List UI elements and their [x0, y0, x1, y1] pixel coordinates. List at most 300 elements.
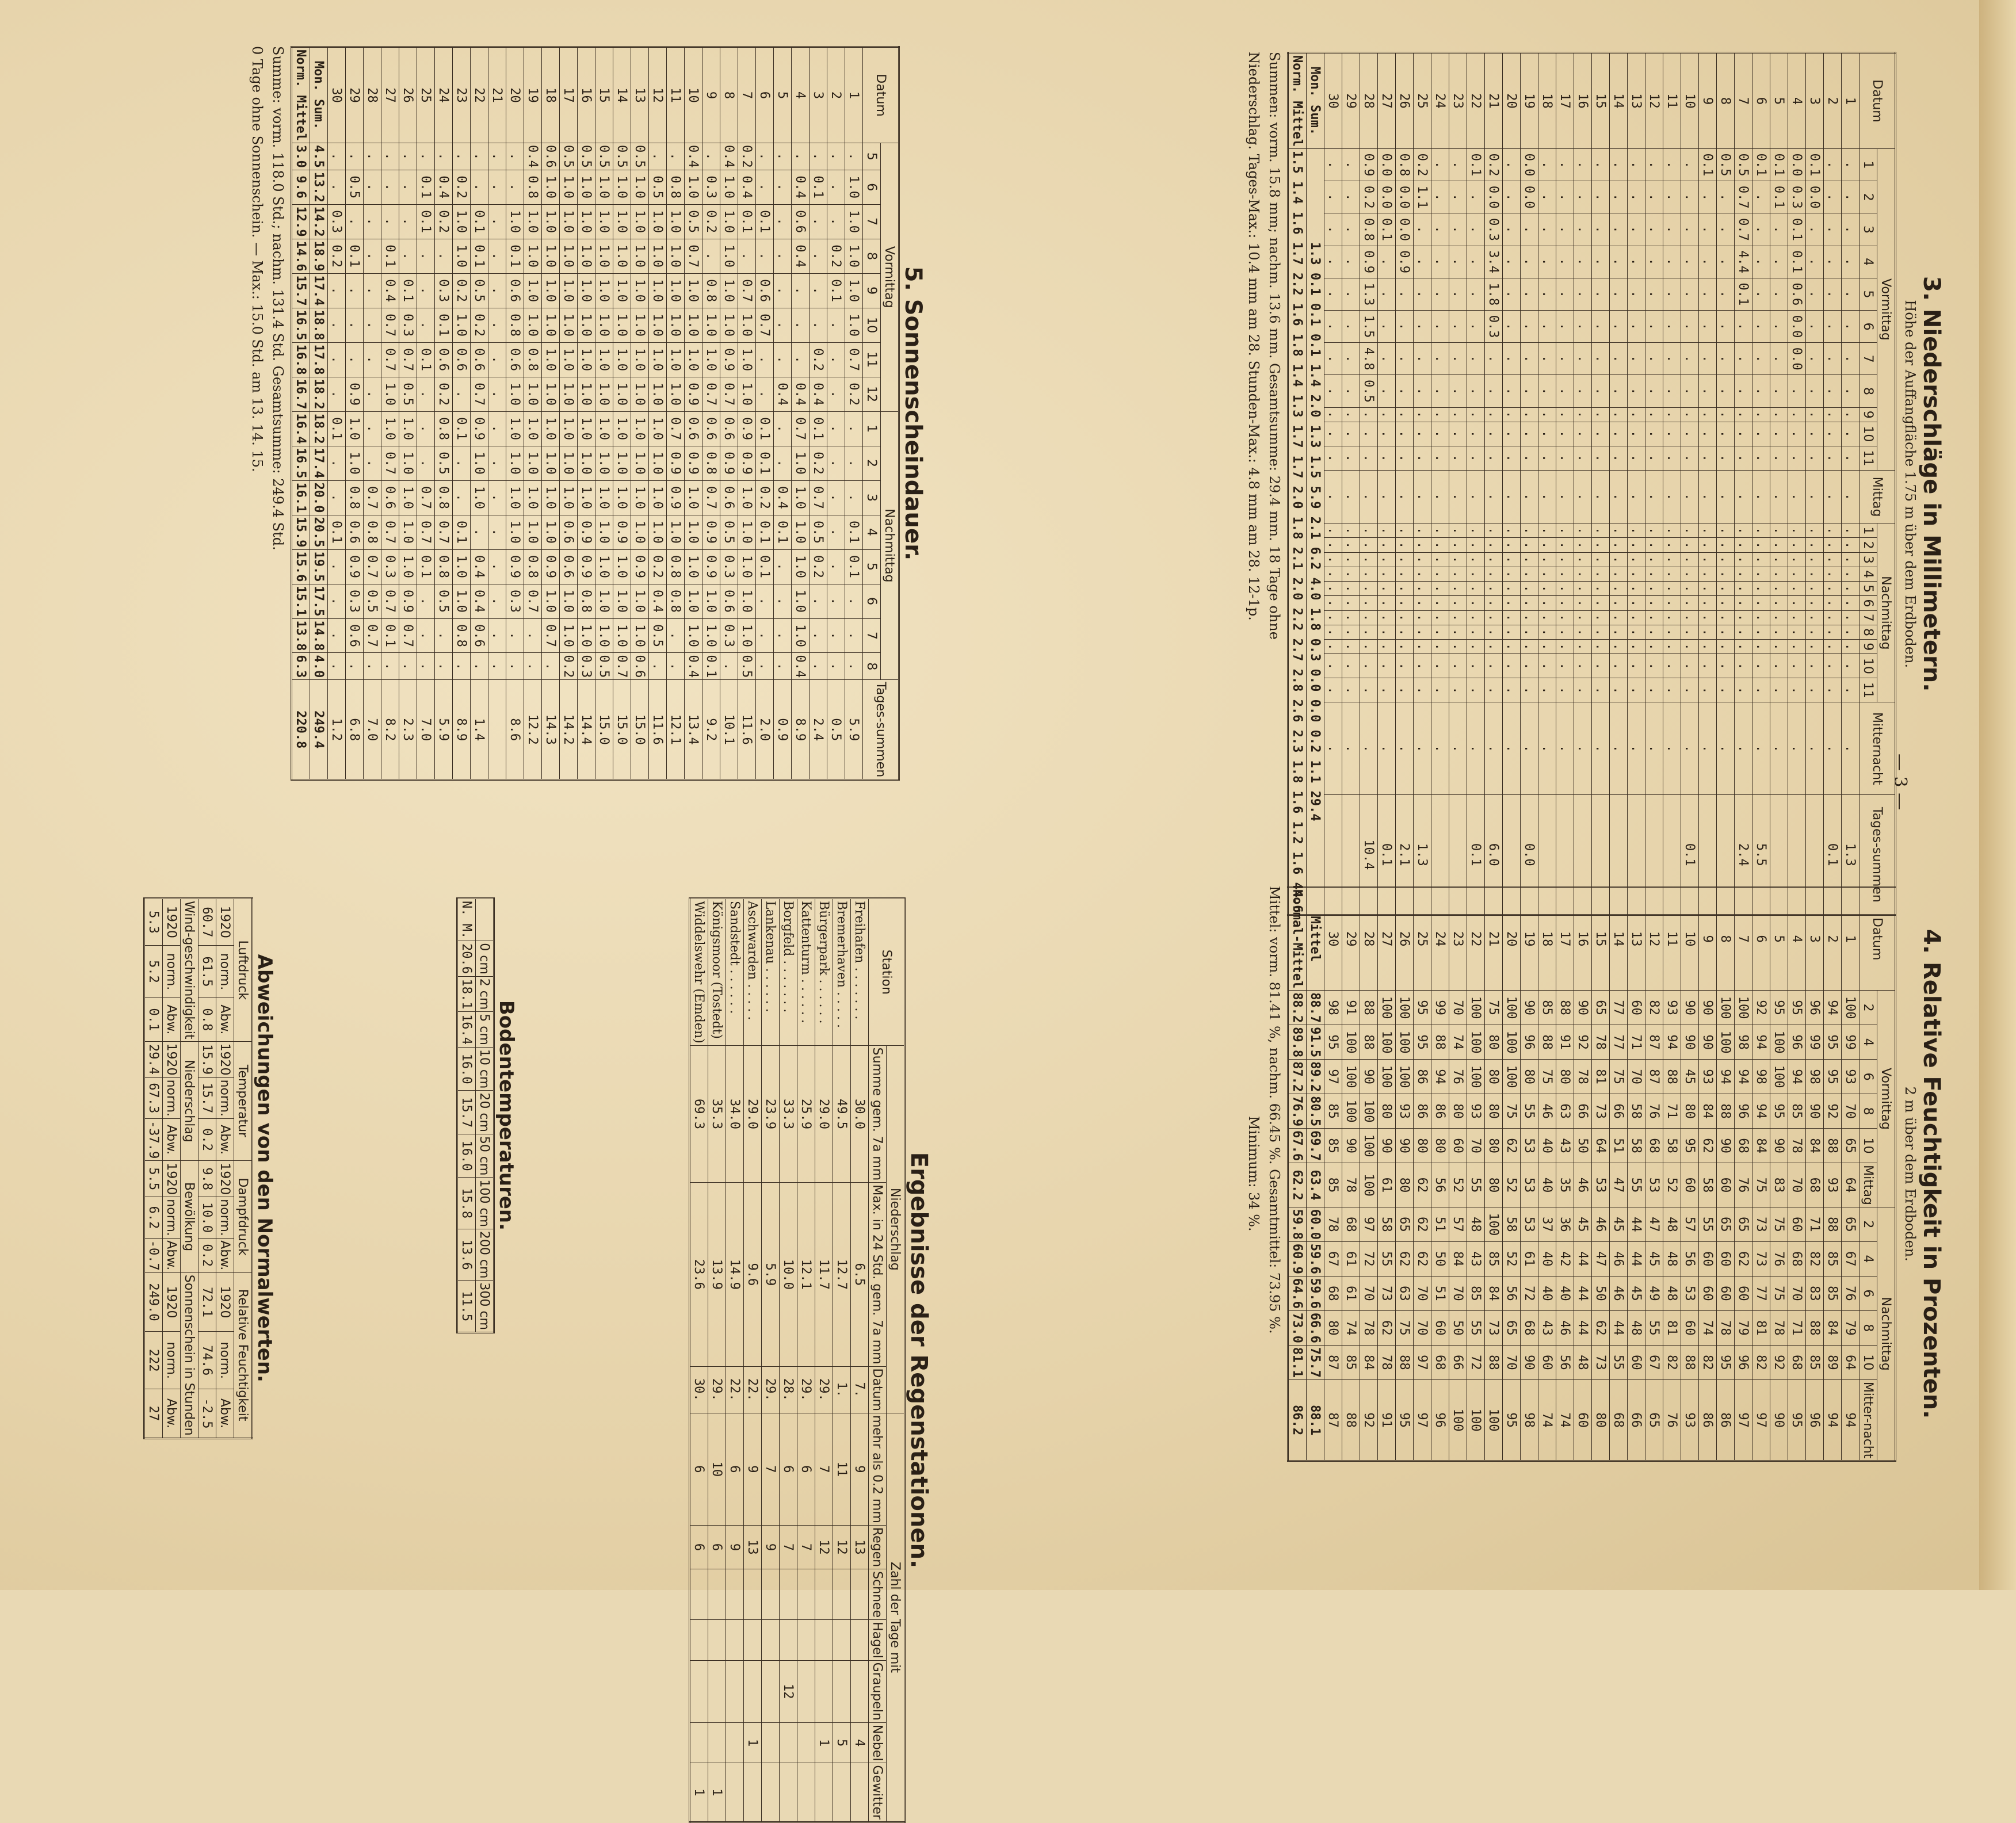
value-cell: . — [1699, 407, 1717, 422]
value-cell: 0.7 — [1735, 213, 1752, 246]
value-cell: . — [488, 273, 506, 308]
value-cell: 1.0 — [560, 377, 578, 411]
value-cell: 100 — [1378, 991, 1396, 1025]
value-cell: 0.8 — [435, 411, 453, 446]
value-cell: 88 — [1663, 1060, 1681, 1094]
value-cell: 1.0 — [738, 342, 756, 377]
value-cell: 1.0 — [685, 273, 702, 308]
value-cell: 86 — [1414, 1060, 1431, 1094]
value-cell: . — [1574, 375, 1592, 407]
value-cell: 76 — [1842, 1276, 1860, 1310]
value-cell: 1 — [815, 1722, 833, 1763]
value-cell: . — [1378, 375, 1396, 407]
sub-header: norm. — [163, 1332, 181, 1389]
value-cell — [744, 1569, 762, 1620]
value-cell: 80 — [1378, 1094, 1396, 1129]
col-summe: Summe gem. 7a mm — [869, 1045, 887, 1183]
value-cell: 0.5 — [435, 446, 453, 480]
value-cell: 0.9 — [399, 584, 417, 618]
summary-value: 69.7 — [1307, 1129, 1324, 1163]
value-cell: . — [1324, 678, 1342, 702]
value-cell: 88 — [1360, 991, 1378, 1025]
value-cell: 88 — [1824, 1207, 1842, 1241]
value-cell: 16.0 — [457, 1134, 476, 1178]
depth-header: 20 cm — [476, 1091, 494, 1134]
value-cell: . — [1521, 246, 1538, 278]
niederschlag-note-1: Summen: vorm. 15.8 mm; nachm. 13.6 mm. Gesamtsumme: 29.4 mm. 18 Tage ohne — [1266, 52, 1282, 640]
value-cell: 68 — [1342, 1207, 1360, 1241]
value-cell: . — [774, 549, 792, 584]
value-cell: 85 — [1806, 1345, 1824, 1379]
value-cell: 1.0 — [453, 308, 471, 342]
value-cell: . — [1360, 407, 1378, 422]
value-cell: . — [774, 239, 792, 273]
value-cell: . — [1538, 181, 1556, 213]
value-cell: 0.3 — [720, 618, 738, 653]
value-cell: 1.0 — [649, 411, 667, 446]
value-cell: . — [1521, 213, 1538, 246]
value-cell: . — [1752, 523, 1770, 538]
date-cell: 11 — [1663, 53, 1681, 149]
value-cell: . — [756, 618, 774, 653]
value-cell: 1.0 — [524, 308, 542, 342]
value-cell: . — [1717, 625, 1735, 639]
value-cell: 1.0 — [471, 446, 488, 480]
table-row — [1806, 53, 1824, 915]
value-cell: 100 — [1360, 1163, 1378, 1207]
value-cell: . — [1592, 148, 1610, 181]
value-cell: 0.7 — [364, 480, 381, 515]
value-cell: . — [1645, 470, 1663, 523]
value-cell: . — [1824, 538, 1842, 552]
value-cell: . — [774, 653, 792, 680]
value-cell: 95 — [1414, 1025, 1431, 1060]
value-cell: . — [1342, 310, 1360, 342]
value-cell: 1.0 — [595, 308, 613, 342]
date-cell: 3 — [1806, 887, 1824, 991]
value-cell: . — [435, 143, 453, 170]
value-cell: . — [1735, 446, 1752, 470]
date-cell: 17 — [560, 47, 578, 143]
value-cell: . — [774, 342, 792, 377]
value-cell: 0.4 — [471, 584, 488, 618]
value-cell: . — [1628, 422, 1645, 446]
value-cell: 68 — [1788, 1345, 1806, 1379]
value-cell: . — [1324, 246, 1342, 278]
value-cell: 47 — [1592, 1241, 1610, 1276]
value-cell: 95 — [1717, 1345, 1735, 1379]
value-cell: 95 — [1788, 991, 1806, 1025]
depth-header: 10 cm — [476, 1047, 494, 1091]
value-cell: 0.2 — [198, 1119, 216, 1161]
sum-cell: 7.0 — [417, 680, 435, 780]
value-cell: 94 — [1752, 1025, 1770, 1060]
value-cell: . — [1324, 343, 1342, 375]
summary-value: 16.5 — [292, 308, 310, 342]
value-cell: 1.0 — [613, 308, 631, 342]
value-cell: 47 — [1610, 1163, 1628, 1207]
summary-value: 15.6 — [292, 549, 310, 584]
value-cell: 1.0 — [667, 308, 685, 342]
value-cell: . — [1414, 538, 1431, 552]
value-cell: . — [1788, 446, 1806, 470]
value-cell: 76 — [1645, 1094, 1663, 1129]
value-cell — [744, 1763, 762, 1822]
value-cell: . — [1770, 538, 1788, 552]
value-cell: . — [1414, 407, 1431, 422]
value-cell: . — [845, 618, 863, 653]
value-cell: . — [346, 273, 364, 308]
value-cell: . — [1503, 407, 1521, 422]
value-cell: . — [1806, 278, 1824, 310]
value-cell: 93 — [1842, 1060, 1860, 1094]
value-cell: 44 — [1574, 1276, 1592, 1310]
value-cell: . — [488, 239, 506, 273]
value-cell: . — [1663, 422, 1681, 446]
value-cell: 1.0 — [613, 204, 631, 239]
value-cell: 0.4 — [810, 377, 827, 411]
value-cell: . — [1431, 523, 1449, 538]
value-cell: . — [1574, 596, 1592, 610]
sum-cell: 7.0 — [364, 680, 381, 780]
value-cell: . — [1735, 422, 1752, 446]
table-row — [1770, 53, 1788, 915]
value-cell: 0.9 — [738, 411, 756, 446]
value-cell: 95 — [1414, 991, 1431, 1025]
value-cell: 98 — [1735, 1025, 1752, 1060]
value-cell: . — [1485, 470, 1503, 523]
value-cell: 70 — [1449, 1276, 1467, 1310]
value-cell: . — [1556, 678, 1574, 702]
value-cell: 10.0 — [780, 1183, 797, 1366]
value-cell: 94 — [1431, 1060, 1449, 1094]
table-row — [815, 899, 833, 1822]
value-cell: . — [1699, 625, 1717, 639]
date-cell: 24 — [435, 47, 453, 143]
value-cell: . — [1342, 470, 1360, 523]
regen-table — [689, 897, 906, 1823]
value-cell: . — [1681, 567, 1699, 581]
value-cell: . — [1467, 343, 1485, 375]
value-cell: . — [1378, 470, 1396, 523]
value-cell: . — [1628, 181, 1645, 213]
summary-total: 220.8 — [292, 680, 310, 780]
value-cell: . — [1770, 610, 1788, 625]
value-cell: 9 — [851, 1413, 869, 1525]
value-cell: 0.9 — [685, 446, 702, 480]
value-cell: 0.3 — [702, 170, 720, 204]
summary-value: 89.2 — [1307, 1060, 1324, 1094]
value-cell: . — [1396, 552, 1414, 567]
value-cell: 0.1 — [453, 515, 471, 549]
value-cell: . — [1324, 625, 1342, 639]
value-cell: 1.0 — [595, 273, 613, 308]
value-cell: . — [1663, 181, 1681, 213]
value-cell: 100 — [1342, 1094, 1360, 1129]
value-cell: 0.1 — [738, 204, 756, 239]
value-cell: . — [792, 308, 810, 342]
value-cell: . — [1556, 148, 1574, 181]
value-cell: 10.0 — [198, 1197, 216, 1239]
value-cell: 61 — [1342, 1276, 1360, 1310]
value-cell: . — [1414, 375, 1431, 407]
value-cell: 0.8 — [667, 584, 685, 618]
value-cell: 1.0 — [720, 204, 738, 239]
value-cell: 100 — [1467, 1025, 1485, 1060]
value-cell: 1.0 — [667, 515, 685, 549]
value-cell: 25.9 — [797, 1045, 815, 1183]
value-cell: 84 — [1360, 1345, 1378, 1379]
value-cell: . — [346, 204, 364, 239]
value-cell: . — [1556, 582, 1574, 596]
value-cell: 0.1 — [810, 170, 827, 204]
value-cell: . — [1592, 246, 1610, 278]
value-cell: 0.5 — [578, 143, 595, 170]
value-cell: . — [1396, 582, 1414, 596]
value-cell: 0.7 — [792, 411, 810, 446]
value-cell: . — [1431, 596, 1449, 610]
table-row — [1378, 887, 1396, 1461]
value-cell: . — [1574, 181, 1592, 213]
value-cell: 11.7 — [815, 1183, 833, 1366]
summary-row — [1307, 53, 1324, 915]
value-cell: 94 — [1788, 1060, 1806, 1094]
value-cell: 1.0 — [399, 480, 417, 515]
value-cell — [833, 1763, 851, 1822]
value-cell: . — [1431, 375, 1449, 407]
value-cell: 63 — [1556, 1094, 1574, 1129]
value-cell: 0.4 — [381, 273, 399, 308]
date-cell: 24 — [1431, 53, 1449, 149]
value-cell: . — [1592, 625, 1610, 639]
sub-header: Abw. — [163, 1119, 181, 1161]
value-cell: . — [1467, 470, 1485, 523]
value-cell: 1.0 — [792, 584, 810, 618]
value-cell: . — [1592, 654, 1610, 678]
value-cell: . — [1842, 702, 1860, 795]
value-cell: 88 — [1717, 1094, 1735, 1129]
value-cell: . — [720, 653, 738, 680]
value-cell: . — [1556, 278, 1574, 310]
value-cell: . — [1842, 567, 1860, 581]
value-cell: 48 — [1663, 1207, 1681, 1241]
value-cell: . — [1681, 678, 1699, 702]
value-cell: . — [1717, 470, 1735, 523]
value-cell: . — [1824, 310, 1842, 342]
value-cell: 100 — [1503, 1025, 1521, 1060]
value-cell: 29.0 — [744, 1045, 762, 1183]
summary-row — [310, 47, 328, 780]
value-cell: 1.0 — [631, 377, 649, 411]
value-cell: . — [1467, 375, 1485, 407]
value-cell: 46 — [1574, 1163, 1592, 1207]
value-cell: 98 — [1806, 1060, 1824, 1094]
value-cell: 100 — [1842, 991, 1860, 1025]
date-cell: 29 — [1342, 887, 1360, 991]
value-cell: . — [1556, 654, 1574, 678]
value-cell: 0.4 — [792, 170, 810, 204]
summary-value: 62.2 — [1288, 1163, 1307, 1207]
value-cell: . — [1556, 375, 1574, 407]
value-cell: . — [1663, 148, 1681, 181]
value-cell: . — [471, 143, 488, 170]
value-cell: 0.2 — [471, 308, 488, 342]
value-cell: . — [1717, 343, 1735, 375]
value-cell: 61.5 — [198, 945, 216, 998]
value-cell: 55 — [1467, 1310, 1485, 1345]
boden-section — [456, 897, 518, 1333]
sum-cell: 0.1 — [1467, 795, 1485, 915]
table-row — [488, 47, 506, 780]
value-cell: . — [1378, 278, 1396, 310]
table-row — [595, 47, 613, 780]
value-cell: 66 — [1449, 1345, 1467, 1379]
value-cell: . — [1538, 625, 1556, 639]
value-cell: 95 — [1770, 1094, 1788, 1129]
hour-header: 4 — [1860, 246, 1877, 278]
value-cell — [744, 1620, 762, 1661]
value-cell: . — [1610, 654, 1628, 678]
value-cell: . — [1449, 640, 1467, 654]
value-cell: . — [1521, 310, 1538, 342]
hour-header: 2 — [1860, 1207, 1877, 1241]
value-cell: 62 — [1396, 1241, 1414, 1276]
value-cell: 60 — [1717, 1163, 1735, 1207]
value-cell: . — [1842, 278, 1860, 310]
value-cell: . — [1645, 375, 1663, 407]
hour-header: 6 — [1860, 310, 1877, 342]
date-cell: 7 — [738, 47, 756, 143]
value-cell: . — [792, 273, 810, 308]
value-cell: . — [1449, 310, 1467, 342]
value-cell: 78 — [1378, 1345, 1396, 1379]
col-datum: Datum — [869, 1366, 887, 1413]
hour-header: 11 — [1860, 678, 1877, 702]
value-cell: 85 — [1485, 1241, 1503, 1276]
value-cell: . — [1699, 213, 1717, 246]
hour-header: 10 — [1860, 422, 1877, 446]
table-row — [1681, 887, 1699, 1461]
value-cell: 0.2 — [810, 446, 827, 480]
value-cell: . — [845, 143, 863, 170]
value-cell: 0.1 — [1378, 213, 1396, 246]
value-cell: 0.8 — [578, 584, 595, 618]
regen-title: Ergebnisse der Regenstationen. — [906, 1152, 932, 1569]
value-cell: 100 — [1503, 1060, 1521, 1094]
value-cell: . — [1467, 610, 1485, 625]
value-cell: 7 — [815, 1413, 833, 1525]
value-cell: . — [1645, 246, 1663, 278]
col-mittag: Mittag — [1860, 470, 1896, 523]
value-cell: 0.2 — [756, 480, 774, 515]
value-cell: 68 — [1735, 1129, 1752, 1163]
value-cell: 0.7 — [364, 549, 381, 584]
niederschlag-title: 3. Niederschläge in Millimetern. — [1918, 276, 1945, 692]
value-cell: . — [1752, 407, 1770, 422]
value-cell: . — [1538, 552, 1556, 567]
summary-value: 91.5 — [1307, 1025, 1324, 1060]
value-cell: . — [1556, 538, 1574, 552]
value-cell: 65 — [1717, 1207, 1735, 1241]
sum-cell: 8.2 — [381, 680, 399, 780]
table-row — [667, 47, 685, 780]
value-cell — [797, 1620, 815, 1661]
value-cell: 1.0 — [381, 377, 399, 411]
hour-header: 10 — [1860, 1129, 1877, 1163]
value-cell: . — [364, 342, 381, 377]
value-cell: . — [1521, 678, 1538, 702]
value-cell: 94 — [1824, 991, 1842, 1025]
value-cell: . — [1628, 640, 1645, 654]
value-cell: . — [399, 143, 417, 170]
value-cell — [726, 1569, 744, 1620]
value-cell: 62 — [1699, 1129, 1717, 1163]
value-cell: . — [328, 480, 346, 515]
value-cell: 70 — [1503, 1345, 1521, 1379]
value-cell: 1.0 — [578, 480, 595, 515]
value-cell: 96 — [1735, 1094, 1752, 1129]
value-cell: . — [1467, 407, 1485, 422]
value-cell: 1.0 — [560, 480, 578, 515]
table-row — [1645, 887, 1663, 1461]
summary-value: 67.6 — [1288, 1129, 1307, 1163]
hour-header: 8 — [863, 653, 881, 680]
value-cell: 84 — [1699, 1094, 1717, 1129]
value-cell: . — [1610, 582, 1628, 596]
value-cell: . — [1663, 582, 1681, 596]
value-cell: 1.0 — [578, 411, 595, 446]
value-cell: 60 — [1628, 991, 1645, 1025]
col-graupeln: Graupeln — [869, 1660, 887, 1722]
value-cell: 0.5 — [720, 515, 738, 549]
value-cell: 100 — [1360, 1129, 1378, 1163]
value-cell: . — [1556, 310, 1574, 342]
value-cell: . — [1663, 610, 1681, 625]
value-cell: . — [488, 342, 506, 377]
value-cell: . — [1735, 582, 1752, 596]
value-cell: . — [667, 653, 685, 680]
value-cell: 0.6 — [560, 549, 578, 584]
value-cell: . — [1521, 567, 1538, 581]
table-row — [399, 47, 417, 780]
value-cell: . — [1378, 552, 1396, 567]
value-cell: 0.3 — [435, 273, 453, 308]
value-cell — [690, 1722, 708, 1763]
value-cell: . — [1521, 470, 1538, 523]
date-cell: 1 — [1842, 53, 1860, 149]
value-cell: . — [1538, 610, 1556, 625]
value-cell: . — [1414, 610, 1431, 625]
value-cell: 57 — [1681, 1207, 1699, 1241]
value-cell: . — [488, 549, 506, 584]
sonnenschein-note-1: Summe: vorm. 118.0 Std.; nachm. 131.4 Std. Gesamtsumme: 249.4 Std. — [270, 46, 286, 551]
value-cell: 0.1 — [417, 549, 435, 584]
value-cell: 91 — [1342, 991, 1360, 1025]
value-cell: 0.3 — [1788, 181, 1806, 213]
value-cell: . — [1396, 310, 1414, 342]
col-gewitter: Gewitter — [869, 1763, 887, 1822]
value-cell: 60 — [1681, 1163, 1699, 1207]
value-cell: 1.5 — [1360, 310, 1378, 342]
value-cell — [726, 1620, 744, 1661]
value-cell: . — [1663, 625, 1681, 639]
sum-cell: 2.1 — [1396, 795, 1414, 915]
value-cell: 100 — [1467, 1379, 1485, 1461]
table-row — [1521, 887, 1538, 1461]
value-cell: 0.6 — [720, 411, 738, 446]
value-cell: . — [1752, 538, 1770, 552]
value-cell: . — [1770, 422, 1788, 446]
